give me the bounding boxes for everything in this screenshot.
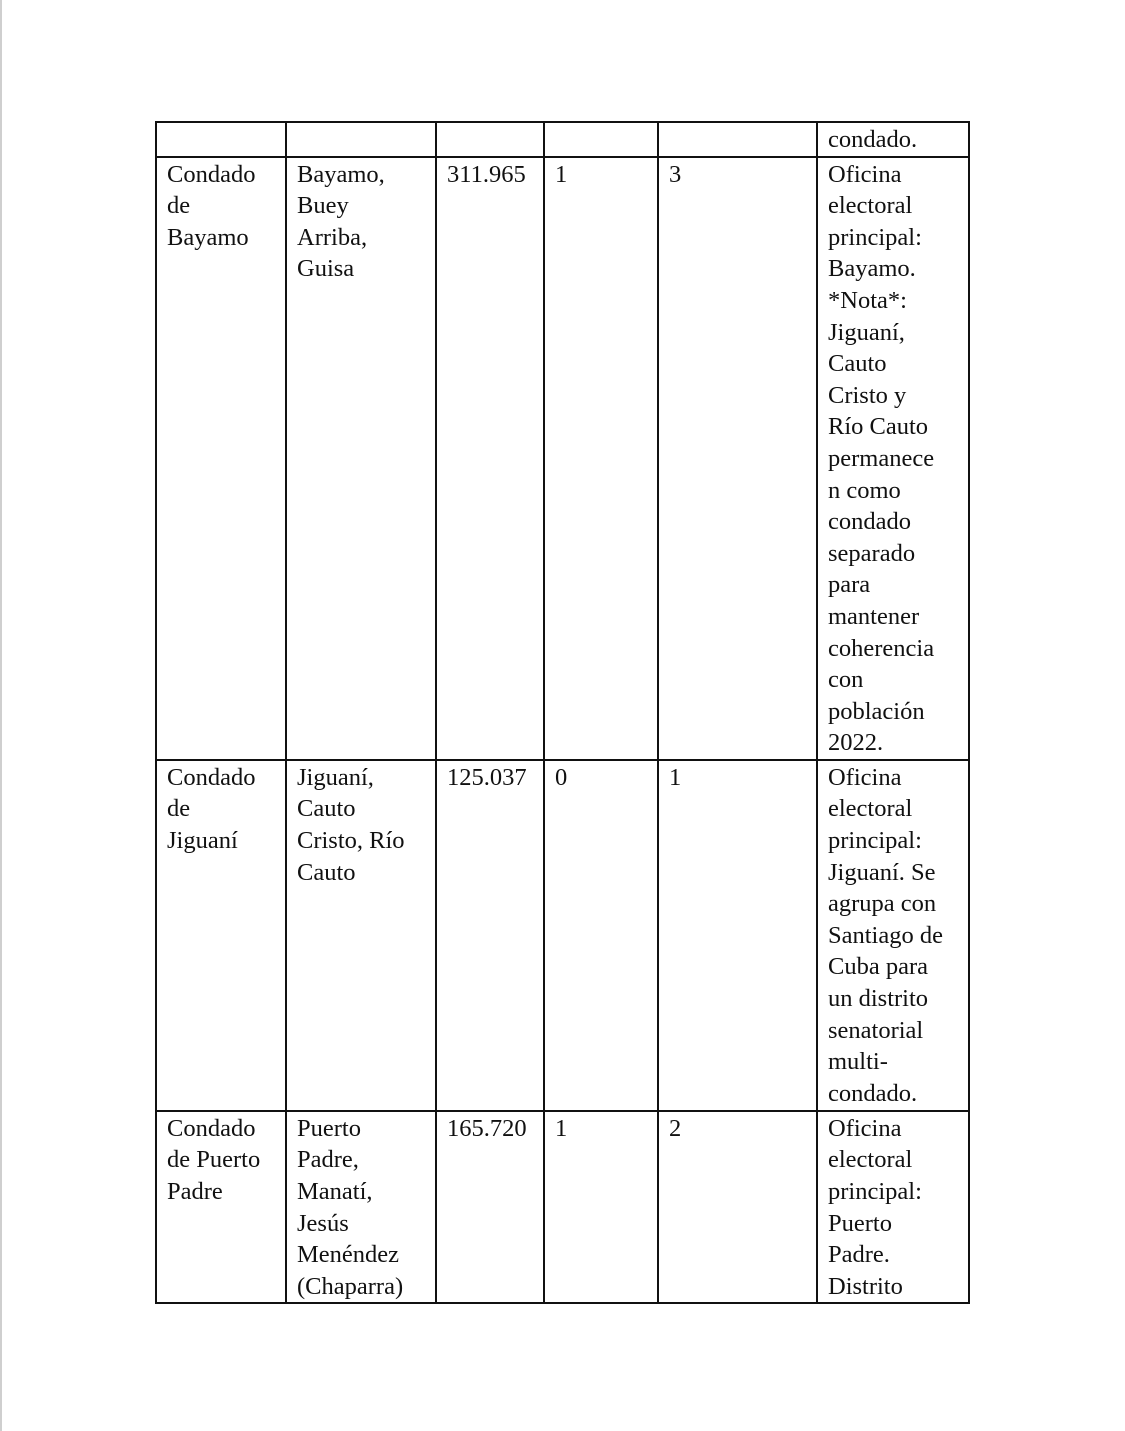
county-cell [156, 1111, 286, 1304]
cell-line: Guisa [297, 255, 355, 283]
cell-line: 2022. [828, 729, 884, 757]
cell-line: Puerto [297, 1114, 361, 1142]
representatives-cell: 3 [658, 157, 817, 760]
notes-cell [817, 122, 969, 157]
cell-line: condado. [828, 1079, 918, 1107]
cell-line: principal: [828, 827, 922, 855]
representatives-cell: 2 [658, 1111, 817, 1304]
county-cell [156, 157, 286, 760]
cell-line: Cauto [828, 350, 887, 378]
cell-line: Jiguaní, [828, 318, 905, 346]
cell-line: de [167, 795, 191, 823]
cell-line: electoral [828, 795, 913, 823]
cell-line: Jiguaní, [297, 763, 374, 791]
cell-line: multi- [828, 1048, 888, 1076]
cell-line: Jesús [297, 1209, 349, 1237]
cell-line: Padre [167, 1178, 223, 1206]
cell-line: Cristo y [828, 381, 907, 409]
county-table [155, 121, 970, 1304]
senators-cell: 1 [544, 1111, 658, 1304]
cell-line: Cuba para [828, 953, 928, 981]
cell-line: Manatí, [297, 1178, 373, 1206]
cell-line: con [828, 666, 864, 694]
county-cell [156, 122, 286, 157]
cell-line: Bayamo, [297, 160, 385, 188]
cell-line: condado. [828, 126, 918, 153]
cell-line: Jiguaní [167, 827, 238, 855]
cell-line: de [167, 192, 191, 220]
municipalities-cell [286, 122, 436, 157]
cell-line: Distrito [828, 1272, 903, 1300]
representatives-cell [658, 122, 817, 157]
cell-line: Cristo, Río [297, 827, 405, 855]
cell-line: permanece [828, 444, 935, 472]
cell-line: agrupa con [828, 890, 937, 918]
table-row [156, 122, 969, 157]
cell-line: coherencia [828, 634, 935, 662]
cell-line: mantener [828, 602, 920, 630]
cell-line: (Chaparra) [297, 1272, 404, 1300]
population-cell: 165.720 [436, 1111, 544, 1304]
cell-line: un distrito [828, 985, 929, 1013]
cell-line: Arriba, [297, 223, 368, 251]
cell-line: condado [828, 508, 911, 536]
cell-line: n como [828, 476, 901, 504]
county-cell [156, 760, 286, 1111]
cell-line: Puerto [828, 1209, 892, 1237]
cell-line: principal: [828, 1178, 922, 1206]
cell-line: Oficina [828, 160, 902, 188]
senators-cell [544, 122, 658, 157]
senators-cell: 1 [544, 157, 658, 760]
cell-line: Condado [167, 1114, 256, 1142]
cell-line: Buey [297, 192, 349, 220]
cell-line: Padre, [297, 1146, 359, 1174]
cell-line: Bayamo. [828, 255, 916, 283]
cell-line: de Puerto [167, 1146, 261, 1174]
table-row [156, 760, 969, 1111]
cell-line: separado [828, 539, 916, 567]
cell-line: Condado [167, 160, 256, 188]
cell-line: Cauto [297, 795, 356, 823]
cell-line: Río Cauto [828, 413, 929, 441]
table-row [156, 157, 969, 760]
cell-line: para [828, 571, 871, 599]
cell-line: población [828, 697, 925, 725]
municipalities-cell [286, 760, 436, 1111]
cell-line: principal: [828, 223, 922, 251]
cell-line: Santiago de [828, 921, 943, 949]
municipalities-cell [286, 157, 436, 760]
notes-cell [817, 1111, 969, 1304]
cell-line: *Nota*: [828, 286, 907, 314]
population-cell [436, 122, 544, 157]
cell-line: electoral [828, 192, 913, 220]
representatives-cell: 1 [658, 760, 817, 1111]
cell-line: Oficina [828, 763, 902, 791]
cell-line: electoral [828, 1146, 913, 1174]
cell-line: Jiguaní. Se [828, 858, 936, 886]
cell-line: Oficina [828, 1114, 902, 1142]
notes-cell [817, 760, 969, 1111]
notes-cell [817, 157, 969, 760]
cell-line: Bayamo [167, 223, 249, 251]
table-row [156, 1111, 969, 1304]
page-left-edge [0, 0, 2, 1431]
cell-line: Cauto [297, 858, 356, 886]
senators-cell: 0 [544, 760, 658, 1111]
cell-line: Menéndez [297, 1241, 400, 1269]
population-cell: 125.037 [436, 760, 544, 1111]
cell-line: Padre. [828, 1241, 890, 1269]
cell-line: senatorial [828, 1016, 924, 1044]
municipalities-cell [286, 1111, 436, 1304]
population-cell: 311.965 [436, 157, 544, 760]
cell-line: Condado [167, 763, 256, 791]
